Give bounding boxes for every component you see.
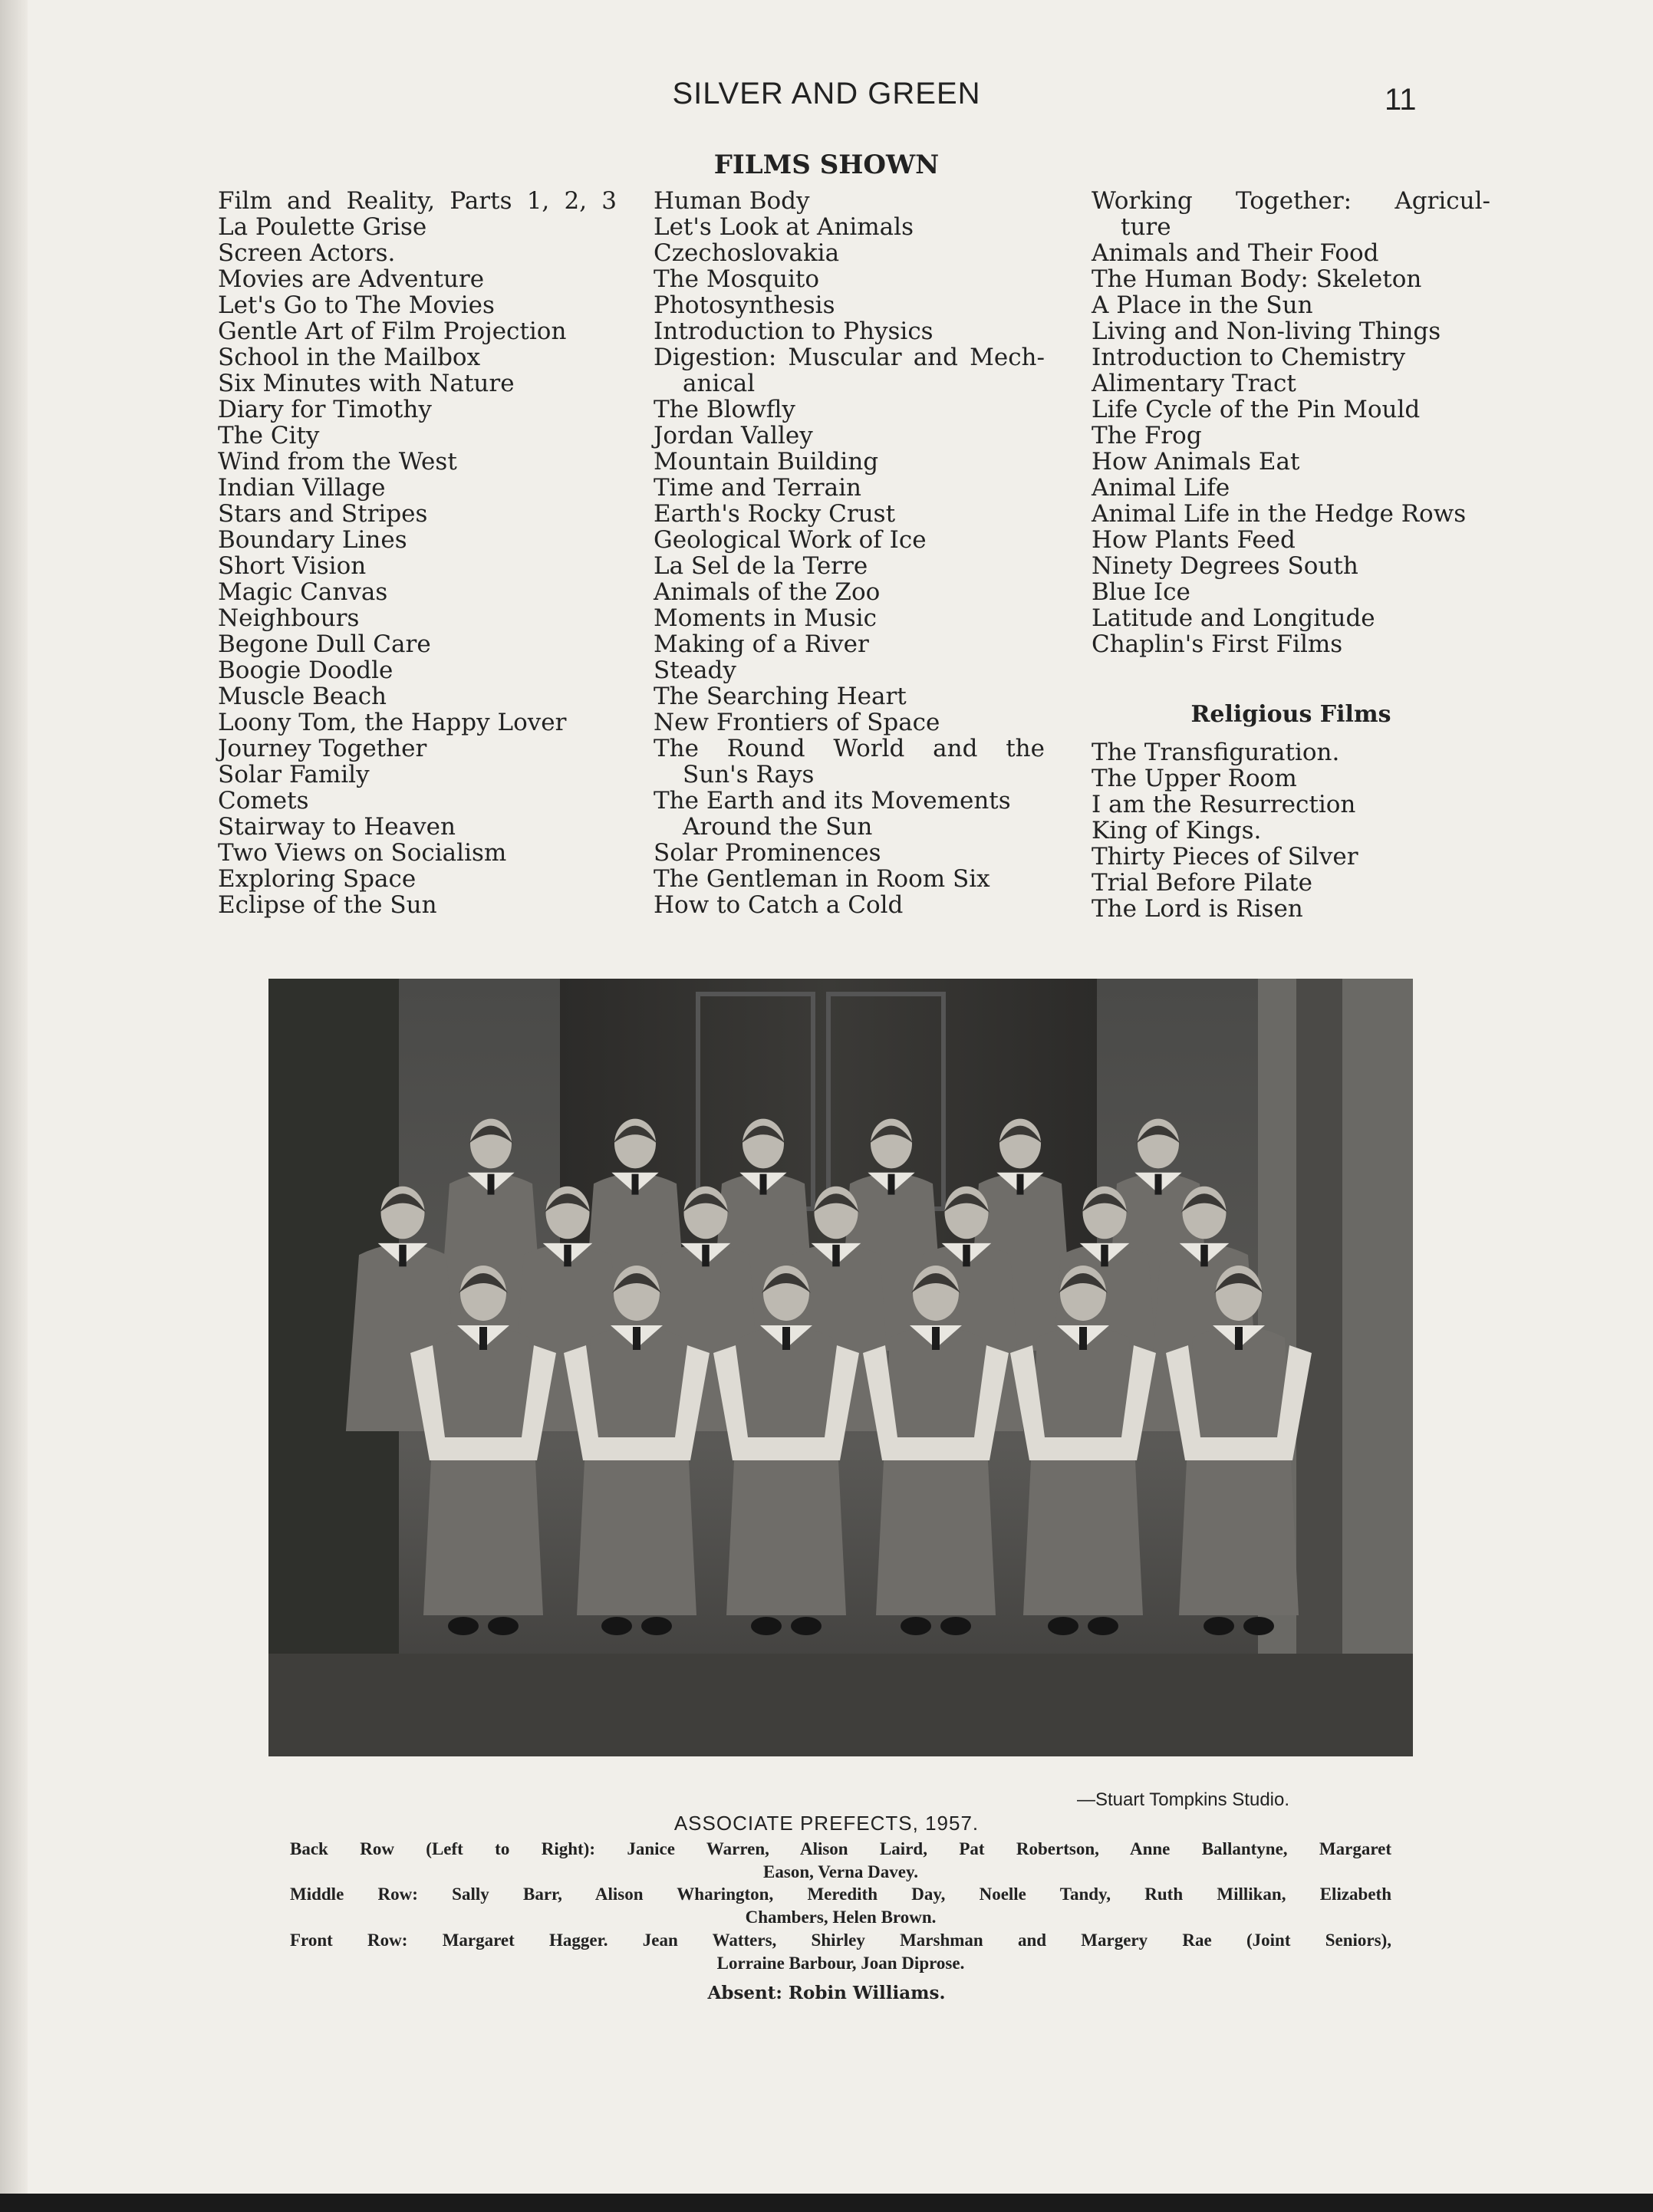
film-title-text: Introduction to Physics bbox=[654, 318, 934, 345]
film-title-text: School in the Mailbox bbox=[218, 344, 481, 371]
film-title-text: Jordan Valley bbox=[654, 422, 813, 449]
film-title bbox=[218, 657, 617, 683]
film-title-text: Animal Life in the Hedge Rows bbox=[1092, 500, 1467, 528]
caption-back-row bbox=[290, 1838, 1391, 1884]
caption-back-row-line2: Eason, Verna Davey. bbox=[763, 1862, 918, 1881]
caption-back-row-line1: Back Row (Left to Right): Janice Warren, Alison Laird, Pat Robertson, Anne Ballantyne, Margaret bbox=[290, 1839, 1391, 1858]
film-title-text: Neighbours bbox=[218, 604, 360, 632]
film-title-text: Diary for Timothy bbox=[218, 396, 432, 423]
film-title-text: Solar Prominences bbox=[654, 839, 881, 867]
film-title-text: Czechoslovakia bbox=[654, 239, 840, 267]
film-title bbox=[218, 370, 617, 397]
film-title-text: Human Body bbox=[654, 187, 810, 215]
film-title-text: Wind from the West bbox=[218, 448, 457, 476]
film-title-text: The Gentleman in Room Six bbox=[654, 865, 990, 893]
film-title bbox=[218, 188, 617, 214]
film-title-text: Loony Tom, the Happy Lover bbox=[218, 709, 567, 736]
film-title bbox=[218, 631, 617, 657]
film-title-text: Digestion: Muscular and Mech- bbox=[654, 344, 1045, 371]
film-title-text: Working Together: Agricul- bbox=[1092, 187, 1490, 215]
film-title bbox=[654, 344, 1045, 370]
film-title bbox=[1092, 765, 1490, 792]
group-photograph-image bbox=[268, 979, 1413, 1756]
film-title bbox=[1092, 292, 1490, 318]
film-title-text: The Frog bbox=[1092, 422, 1202, 449]
film-title bbox=[654, 318, 1045, 344]
film-title bbox=[1092, 318, 1490, 344]
film-title-text: Animal Life bbox=[1092, 474, 1230, 502]
film-title bbox=[654, 292, 1045, 318]
film-title bbox=[218, 553, 617, 579]
film-title-text: The Round World and the bbox=[654, 735, 1045, 762]
film-title-text: The Human Body: Skeleton bbox=[1092, 265, 1422, 293]
film-title-text: Exploring Space bbox=[218, 865, 417, 893]
films-column-1 bbox=[218, 188, 617, 918]
film-title-text: Living and Non-living Things bbox=[1092, 318, 1441, 345]
film-title-text: anical bbox=[683, 370, 756, 397]
film-title bbox=[218, 449, 617, 475]
film-title bbox=[1092, 631, 1490, 657]
film-title-text: Magic Canvas bbox=[218, 578, 388, 606]
film-title bbox=[1092, 818, 1490, 844]
film-title-text: The Mosquito bbox=[654, 265, 820, 293]
film-title bbox=[218, 397, 617, 423]
film-title-text: Earth's Rocky Crust bbox=[654, 500, 896, 528]
film-title-text: Boundary Lines bbox=[218, 526, 407, 554]
film-title-text: La Sel de la Terre bbox=[654, 552, 868, 580]
film-title-text: Eclipse of the Sun bbox=[218, 891, 437, 919]
film-title-text: Six Minutes with Nature bbox=[218, 370, 515, 397]
film-title bbox=[218, 292, 617, 318]
caption-middle-row-line2: Chambers, Helen Brown. bbox=[745, 1908, 937, 1927]
film-title bbox=[1092, 449, 1490, 475]
film-title bbox=[1092, 739, 1490, 765]
film-title bbox=[218, 423, 617, 449]
film-title bbox=[218, 736, 617, 762]
film-title-text: ture bbox=[1121, 213, 1171, 241]
film-title bbox=[1092, 553, 1490, 579]
film-title-text: The Blowfly bbox=[654, 396, 795, 423]
film-title bbox=[654, 736, 1045, 762]
film-title-text: A Place in the Sun bbox=[1092, 291, 1313, 319]
film-title-text: The Transfiguration. bbox=[1092, 739, 1340, 766]
film-title bbox=[218, 814, 617, 840]
film-title-text: Blue Ice bbox=[1092, 578, 1190, 606]
film-title-text: Two Views on Socialism bbox=[218, 839, 507, 867]
film-title bbox=[654, 240, 1045, 266]
film-title bbox=[218, 788, 617, 814]
film-title bbox=[1092, 240, 1490, 266]
caption-front-row-line1: Front Row: Margaret Hagger. Jean Watters, Shirley Marshman and Margery Rae (Joint Seniors), bbox=[290, 1931, 1391, 1950]
film-title bbox=[654, 657, 1045, 683]
films-column-3 bbox=[1092, 188, 1490, 657]
film-title-text: Chaplin's First Films bbox=[1092, 630, 1343, 658]
film-title bbox=[218, 892, 617, 918]
page-number: 11 bbox=[1385, 83, 1417, 117]
caption-middle-row bbox=[290, 1883, 1391, 1929]
film-title bbox=[1092, 475, 1490, 501]
caption-front-row bbox=[290, 1929, 1391, 1975]
film-title bbox=[1092, 370, 1490, 397]
film-title-text: Animals and Their Food bbox=[1092, 239, 1379, 267]
film-title-text: Mountain Building bbox=[654, 448, 879, 476]
film-title-text: Ninety Degrees South bbox=[1092, 552, 1358, 580]
film-title bbox=[654, 475, 1045, 501]
film-title bbox=[218, 579, 617, 605]
film-title bbox=[1092, 870, 1490, 896]
film-title-text: Let's Go to The Movies bbox=[218, 291, 495, 319]
film-title bbox=[218, 866, 617, 892]
film-title bbox=[218, 266, 617, 292]
film-title-text: Geological Work of Ice bbox=[654, 526, 927, 554]
film-title-text: Introduction to Chemistry bbox=[1092, 344, 1406, 371]
film-title bbox=[654, 266, 1045, 292]
film-title-text: The Searching Heart bbox=[654, 683, 907, 710]
film-title bbox=[654, 527, 1045, 553]
film-title-text: How Plants Feed bbox=[1092, 526, 1296, 554]
religious-films-heading: Religious Films bbox=[1190, 701, 1391, 728]
photo-credit: —Stuart Tompkins Studio. bbox=[1077, 1789, 1290, 1810]
film-title-text: Alimentary Tract bbox=[1092, 370, 1296, 397]
film-title bbox=[1092, 423, 1490, 449]
film-title bbox=[218, 605, 617, 631]
film-title bbox=[654, 579, 1045, 605]
film-title bbox=[218, 762, 617, 788]
film-title-text: Comets bbox=[218, 787, 309, 815]
film-title-text: Latitude and Longitude bbox=[1092, 604, 1375, 632]
film-title bbox=[654, 605, 1045, 631]
film-title bbox=[1092, 214, 1490, 240]
film-title bbox=[1092, 605, 1490, 631]
film-title-text: Thirty Pieces of Silver bbox=[1092, 843, 1358, 871]
film-title bbox=[654, 423, 1045, 449]
film-title-text: Let's Look at Animals bbox=[654, 213, 914, 241]
film-title-text: The Upper Room bbox=[1092, 765, 1297, 792]
film-title-text: Photosynthesis bbox=[654, 291, 835, 319]
film-title-text: The City bbox=[218, 422, 320, 449]
film-title-text: Life Cycle of the Pin Mould bbox=[1092, 396, 1421, 423]
film-title-text: I am the Resurrection bbox=[1092, 791, 1356, 818]
film-title-text: Screen Actors. bbox=[218, 239, 396, 267]
film-title-text: La Poulette Grise bbox=[218, 213, 427, 241]
film-title bbox=[654, 188, 1045, 214]
film-title bbox=[1092, 397, 1490, 423]
film-title-text: Journey Together bbox=[218, 735, 427, 762]
film-title-text: Trial Before Pilate bbox=[1092, 869, 1312, 897]
film-title bbox=[1092, 344, 1490, 370]
film-title bbox=[654, 788, 1045, 814]
film-title-text: New Frontiers of Space bbox=[654, 709, 940, 736]
film-title-text: Short Vision bbox=[218, 552, 367, 580]
film-title bbox=[1092, 844, 1490, 870]
film-title-text: Boogie Doodle bbox=[218, 657, 393, 684]
film-title-text: Stars and Stripes bbox=[218, 500, 428, 528]
film-title-text: Moments in Music bbox=[654, 604, 877, 632]
film-title bbox=[654, 866, 1045, 892]
film-title bbox=[1092, 579, 1490, 605]
page-binding-shadow bbox=[0, 0, 28, 2194]
film-title-text: Time and Terrain bbox=[654, 474, 861, 502]
film-title-text: The Lord is Risen bbox=[1092, 895, 1303, 923]
religious-films-list bbox=[1092, 739, 1490, 922]
film-title bbox=[218, 709, 617, 736]
film-title-text: Sun's Rays bbox=[683, 761, 815, 788]
film-title bbox=[654, 370, 1045, 397]
film-title bbox=[654, 892, 1045, 918]
film-title bbox=[218, 840, 617, 866]
film-title-text: Gentle Art of Film Projection bbox=[218, 318, 567, 345]
film-title-text: Making of a River bbox=[654, 630, 869, 658]
film-title bbox=[1092, 527, 1490, 553]
film-title bbox=[654, 501, 1045, 527]
film-title bbox=[218, 683, 617, 709]
film-title bbox=[218, 527, 617, 553]
film-title bbox=[654, 631, 1045, 657]
film-title-text: Movies are Adventure bbox=[218, 265, 485, 293]
film-title bbox=[654, 762, 1045, 788]
film-title bbox=[218, 475, 617, 501]
film-title bbox=[1092, 792, 1490, 818]
film-title-text: Begone Dull Care bbox=[218, 630, 431, 658]
film-title-text: Film and Reality, Parts 1, 2, 3 bbox=[218, 187, 617, 215]
film-title bbox=[654, 814, 1045, 840]
film-title-text: Steady bbox=[654, 657, 736, 684]
film-title bbox=[218, 501, 617, 527]
caption-title: ASSOCIATE PREFECTS, 1957. bbox=[673, 1812, 980, 1835]
film-title bbox=[654, 683, 1045, 709]
film-title-text: The Earth and its Movements bbox=[654, 787, 1011, 815]
film-title bbox=[1092, 501, 1490, 527]
film-title-text: Muscle Beach bbox=[218, 683, 387, 710]
film-title-text: Solar Family bbox=[218, 761, 370, 788]
film-title bbox=[1092, 188, 1490, 214]
film-title-text: Indian Village bbox=[218, 474, 386, 502]
film-title bbox=[654, 840, 1045, 866]
film-title-text: Around the Sun bbox=[683, 813, 873, 841]
section-heading: FILMS SHOWN bbox=[713, 150, 940, 180]
film-title bbox=[654, 449, 1045, 475]
film-title bbox=[218, 214, 617, 240]
film-title bbox=[654, 214, 1045, 240]
film-title-text: How to Catch a Cold bbox=[654, 891, 904, 919]
caption-front-row-line2: Lorraine Barbour, Joan Diprose. bbox=[716, 1954, 965, 1973]
film-title-text: King of Kings. bbox=[1092, 817, 1262, 844]
film-title-text: How Animals Eat bbox=[1092, 448, 1300, 476]
running-title: SILVER AND GREEN bbox=[672, 77, 981, 110]
film-title bbox=[218, 318, 617, 344]
group-photograph bbox=[268, 979, 1413, 1756]
film-title bbox=[654, 709, 1045, 736]
film-title bbox=[218, 240, 617, 266]
film-title bbox=[1092, 266, 1490, 292]
film-title bbox=[654, 397, 1045, 423]
film-title bbox=[1092, 896, 1490, 922]
caption-absent: Absent: Robin Williams. bbox=[707, 1983, 946, 2003]
film-title bbox=[218, 344, 617, 370]
film-title-text: Stairway to Heaven bbox=[218, 813, 456, 841]
film-title-text: Animals of the Zoo bbox=[654, 578, 881, 606]
films-column-2 bbox=[654, 188, 1045, 918]
caption-middle-row-line1: Middle Row: Sally Barr, Alison Wharington, Meredith Day, Noelle Tandy, Ruth Millikan, Elizabeth bbox=[290, 1884, 1391, 1904]
film-title bbox=[654, 553, 1045, 579]
